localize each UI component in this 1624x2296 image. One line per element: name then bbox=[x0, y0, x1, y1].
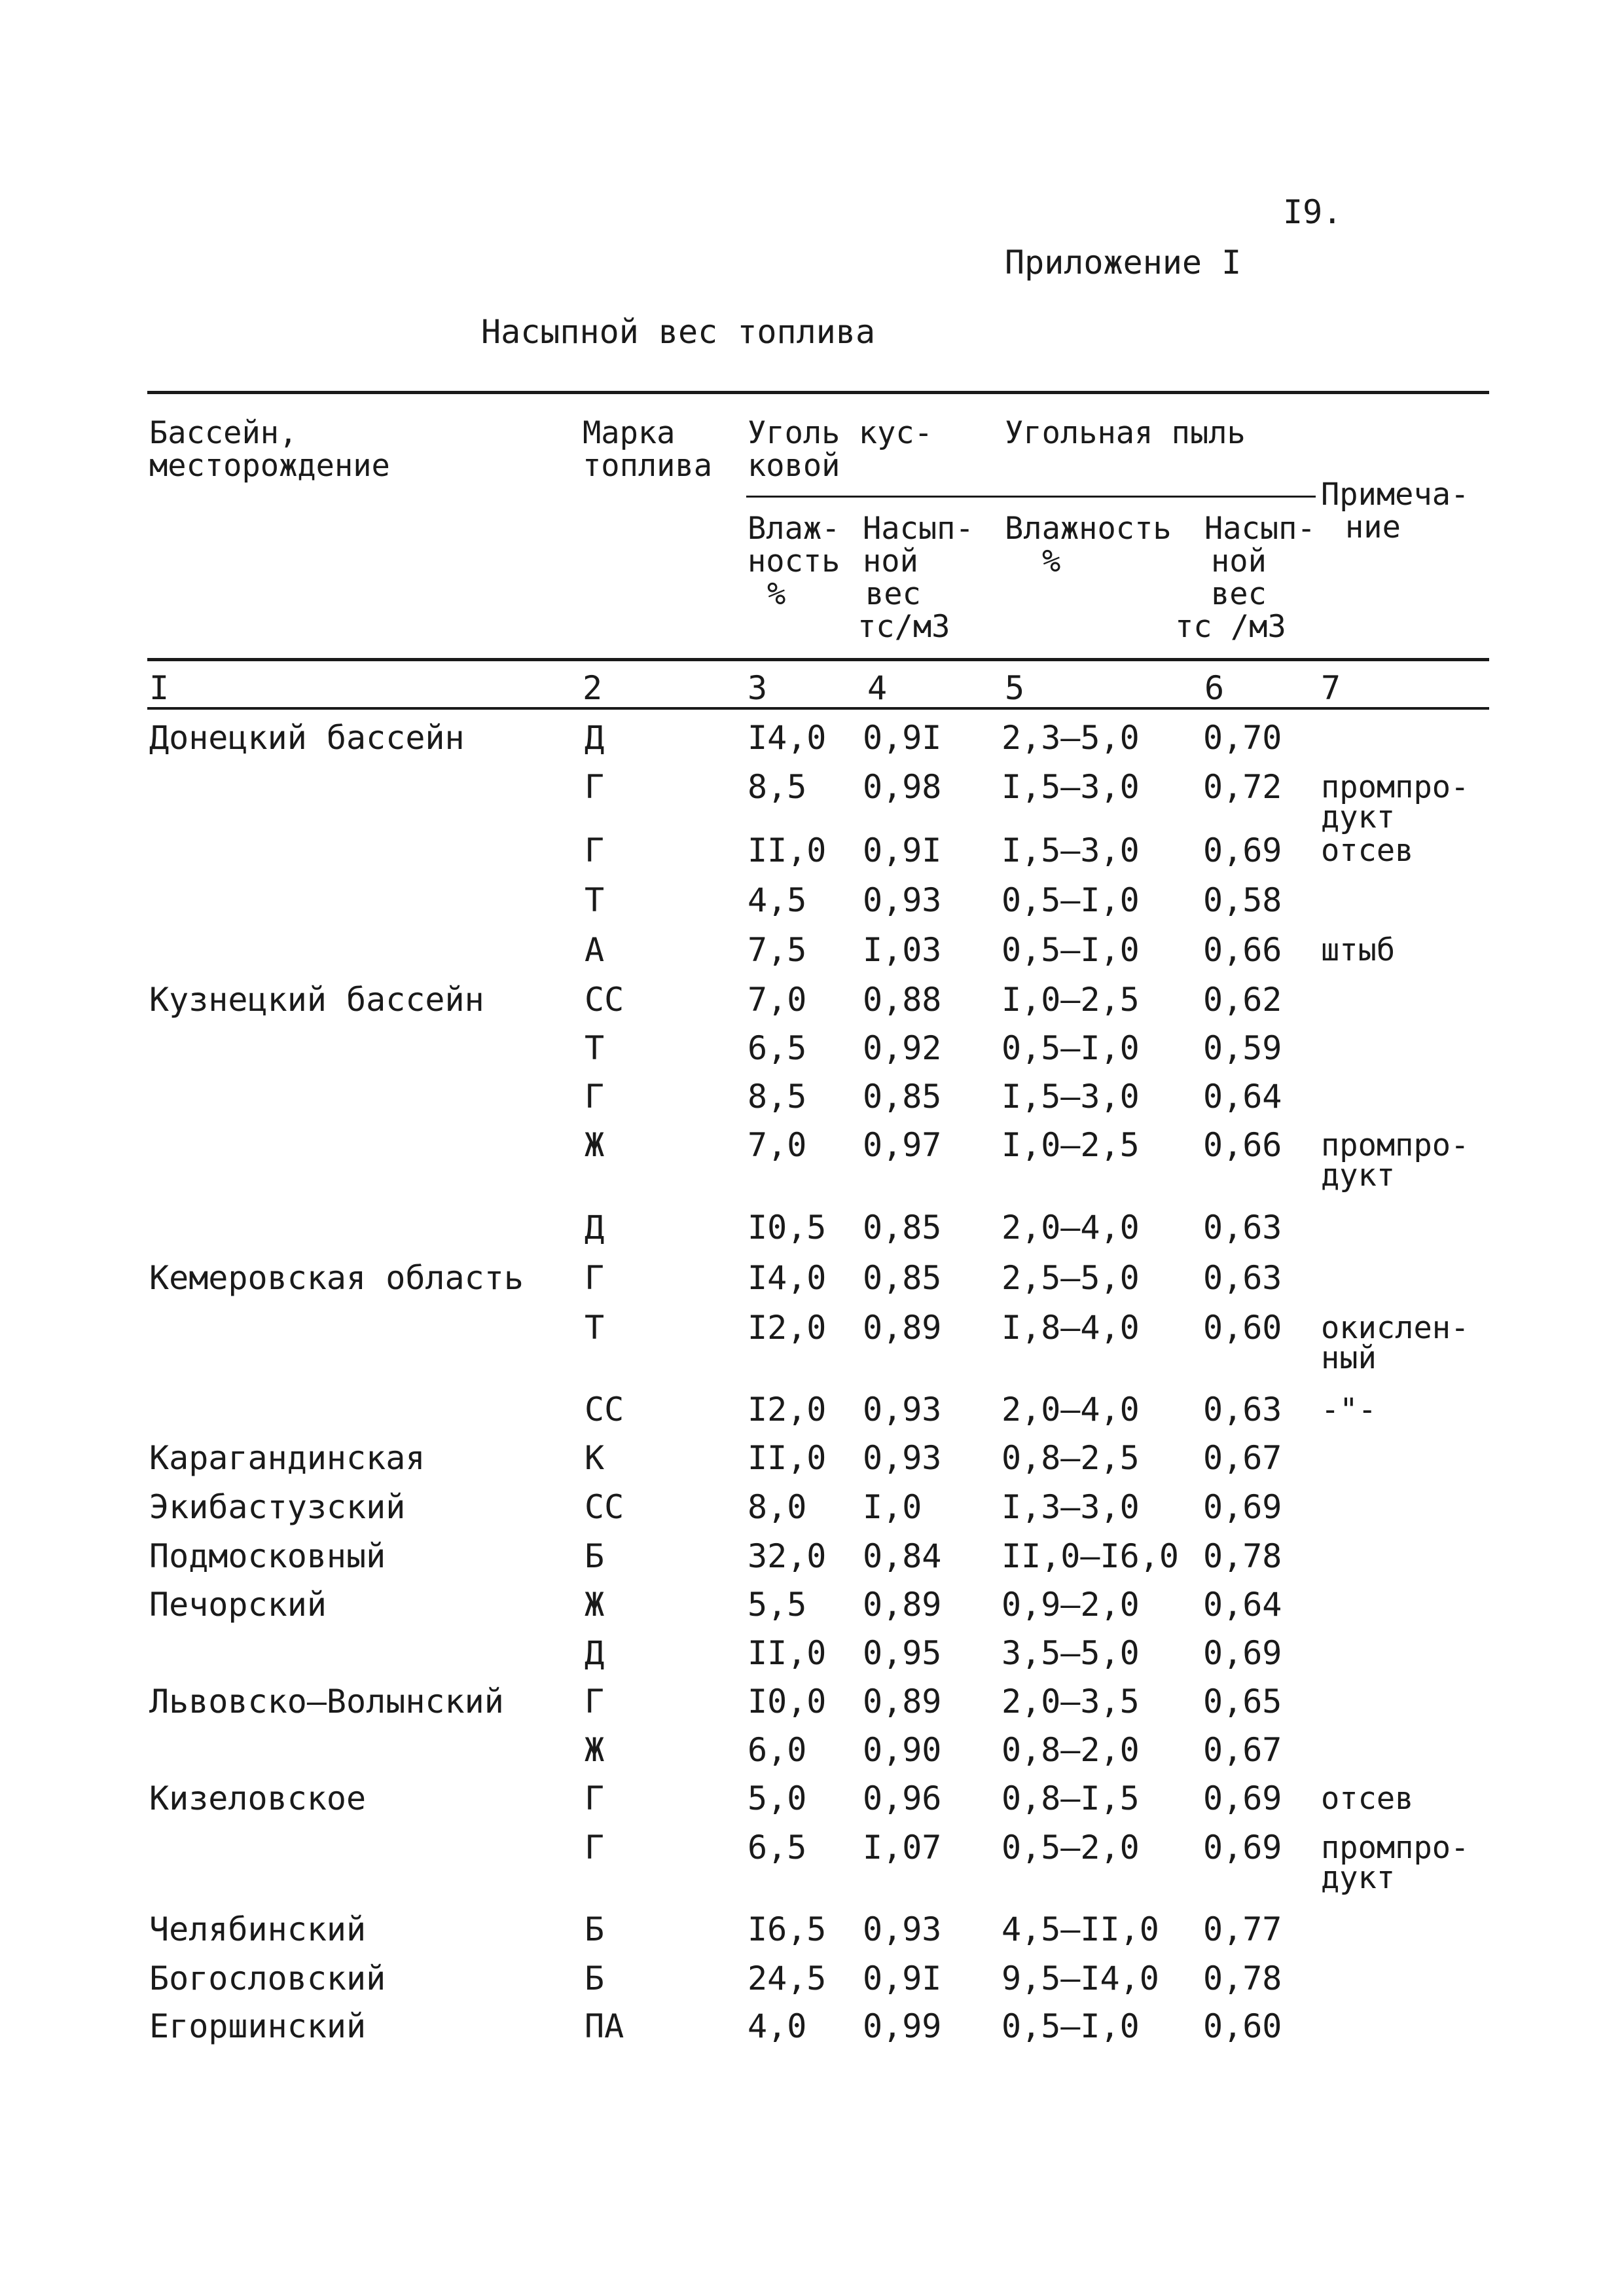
header-lump-coal-line2: ковой bbox=[748, 448, 840, 484]
lump-moisture-cell: 5,5 bbox=[748, 1586, 807, 1624]
dust-moisture-cell: 0,5–I,0 bbox=[1001, 931, 1140, 969]
lump-moisture-cell: I4,0 bbox=[748, 1259, 827, 1297]
dust-bulk-cell: 0,64 bbox=[1203, 1078, 1282, 1116]
lump-bulk-cell: 0,89 bbox=[863, 1683, 942, 1721]
basin-cell: Кемеровская область bbox=[149, 1259, 524, 1297]
lump-moisture-cell: 7,5 bbox=[748, 931, 807, 969]
dust-bulk-cell: 0,66 bbox=[1203, 931, 1282, 969]
dust-moisture-cell: 0,5–I,0 bbox=[1001, 2007, 1140, 2045]
grade-cell: Т bbox=[585, 881, 605, 919]
dust-bulk-cell: 0,62 bbox=[1203, 981, 1282, 1019]
dust-bulk-cell: 0,69 bbox=[1203, 1779, 1282, 1817]
header-lump-bulk-line1: Насып- bbox=[863, 511, 974, 547]
table-title: Насыпной вес топлива bbox=[481, 313, 876, 351]
basin-cell: Карагандинская bbox=[149, 1439, 425, 1477]
dust-bulk-cell: 0,59 bbox=[1203, 1029, 1282, 1067]
grade-cell: Т bbox=[585, 1309, 605, 1347]
dust-moisture-cell: II,0–I6,0 bbox=[1001, 1537, 1179, 1575]
lump-bulk-cell: 0,93 bbox=[863, 1910, 942, 1948]
grade-cell: Г bbox=[585, 1683, 605, 1721]
grade-cell: СС bbox=[585, 981, 624, 1019]
basin-cell: Егоршинский bbox=[149, 2007, 367, 2045]
lump-moisture-cell: 5,0 bbox=[748, 1779, 807, 1817]
header-basin-line2: месторождение bbox=[149, 448, 390, 484]
header-dust-bulk-line3: вес bbox=[1211, 576, 1267, 612]
lump-bulk-cell: 0,88 bbox=[863, 981, 942, 1019]
lump-bulk-cell: 0,99 bbox=[863, 2007, 942, 2045]
dust-moisture-cell: 0,5–I,0 bbox=[1001, 881, 1140, 919]
basin-cell: Челябинский bbox=[149, 1910, 367, 1948]
note-cell: -"- bbox=[1321, 1392, 1377, 1428]
header-note-line1: Примеча- bbox=[1321, 477, 1470, 513]
dust-moisture-cell: 9,5–I4,0 bbox=[1001, 1959, 1159, 1997]
lump-bulk-cell: 0,89 bbox=[863, 1586, 942, 1624]
dust-bulk-cell: 0,60 bbox=[1203, 1309, 1282, 1347]
dust-bulk-cell: 0,78 bbox=[1203, 1537, 1282, 1575]
dust-moisture-cell: 0,9–2,0 bbox=[1001, 1586, 1140, 1624]
dust-moisture-cell: 4,5–II,0 bbox=[1001, 1910, 1159, 1948]
dust-moisture-cell: 0,5–I,0 bbox=[1001, 1029, 1140, 1067]
note-cell: дукт bbox=[1321, 1157, 1396, 1194]
lump-bulk-cell: I,03 bbox=[863, 931, 942, 969]
lump-moisture-cell: II,0 bbox=[748, 831, 827, 869]
lump-bulk-cell: 0,9I bbox=[863, 1959, 942, 1997]
basin-cell: Кузнецкий бассейн bbox=[149, 981, 484, 1019]
basin-cell: Печорский bbox=[149, 1586, 327, 1624]
basin-cell: Богословский bbox=[149, 1959, 386, 1997]
dust-bulk-cell: 0,70 bbox=[1203, 719, 1282, 757]
column-numbers-rule bbox=[147, 707, 1489, 710]
note-cell: отсев bbox=[1321, 1781, 1414, 1817]
appendix-label: Приложение I bbox=[1005, 244, 1242, 282]
column-number: 7 bbox=[1321, 669, 1341, 707]
dust-bulk-cell: 0,72 bbox=[1203, 768, 1282, 806]
lump-moisture-cell: 8,5 bbox=[748, 1078, 807, 1116]
header-note-line2: ние bbox=[1345, 509, 1401, 545]
header-dust-moisture-line2: % bbox=[1042, 543, 1061, 579]
lump-bulk-cell: 0,97 bbox=[863, 1126, 942, 1164]
lump-moisture-cell: I4,0 bbox=[748, 719, 827, 757]
basin-cell: Львовско–Волынский bbox=[149, 1683, 504, 1721]
dust-moisture-cell: I,5–3,0 bbox=[1001, 768, 1140, 806]
lump-moisture-cell: II,0 bbox=[748, 1634, 827, 1672]
table-top-rule bbox=[147, 391, 1489, 394]
basin-cell: Экибастузский bbox=[149, 1488, 406, 1526]
lump-moisture-cell: II,0 bbox=[748, 1439, 827, 1477]
header-bottom-rule bbox=[147, 658, 1489, 661]
grade-cell: Г bbox=[585, 768, 605, 806]
lump-moisture-cell: 8,0 bbox=[748, 1488, 807, 1526]
dust-bulk-cell: 0,78 bbox=[1203, 1959, 1282, 1997]
note-cell: окислен- bbox=[1321, 1310, 1470, 1346]
lump-moisture-cell: I0,5 bbox=[748, 1209, 827, 1247]
lump-moisture-cell: 32,0 bbox=[748, 1537, 827, 1575]
header-lump-bulk-line3: вес bbox=[865, 576, 921, 612]
note-cell: дукт bbox=[1321, 1860, 1396, 1896]
lump-moisture-cell: 7,0 bbox=[748, 981, 807, 1019]
note-cell: штыб bbox=[1321, 932, 1396, 968]
header-dust-moisture-line1: Влажность bbox=[1005, 511, 1172, 547]
note-cell: промпро- bbox=[1321, 1830, 1470, 1866]
header-dust-bulk-line4: тс /м3 bbox=[1175, 609, 1286, 645]
dust-moisture-cell: I,5–3,0 bbox=[1001, 1078, 1140, 1116]
lump-bulk-cell: 0,84 bbox=[863, 1537, 942, 1575]
dust-moisture-cell: 0,8–2,5 bbox=[1001, 1439, 1140, 1477]
dust-bulk-cell: 0,69 bbox=[1203, 1829, 1282, 1867]
lump-bulk-cell: 0,90 bbox=[863, 1731, 942, 1769]
lump-moisture-cell: I2,0 bbox=[748, 1309, 827, 1347]
header-grade-line1: Марка bbox=[583, 415, 676, 451]
grade-cell: СС bbox=[585, 1488, 624, 1526]
header-lump-moisture-line1: Влаж- bbox=[748, 511, 840, 547]
dust-bulk-cell: 0,69 bbox=[1203, 831, 1282, 869]
dust-bulk-cell: 0,67 bbox=[1203, 1731, 1282, 1769]
dust-bulk-cell: 0,64 bbox=[1203, 1586, 1282, 1624]
lump-moisture-cell: I2,0 bbox=[748, 1391, 827, 1429]
grade-cell: Д bbox=[585, 719, 605, 757]
dust-moisture-cell: 2,0–4,0 bbox=[1001, 1391, 1140, 1429]
lump-moisture-cell: 6,0 bbox=[748, 1731, 807, 1769]
basin-cell: Донецкий бассейн bbox=[149, 719, 465, 757]
lump-moisture-cell: 6,5 bbox=[748, 1829, 807, 1867]
lump-moisture-cell: 8,5 bbox=[748, 768, 807, 806]
dust-bulk-cell: 0,63 bbox=[1203, 1259, 1282, 1297]
dust-moisture-cell: 2,5–5,0 bbox=[1001, 1259, 1140, 1297]
grade-cell: Г bbox=[585, 831, 605, 869]
column-number: I bbox=[149, 669, 170, 707]
grade-cell: Г bbox=[585, 1259, 605, 1297]
dust-moisture-cell: 2,3–5,0 bbox=[1001, 719, 1140, 757]
basin-cell: Подмосковный bbox=[149, 1537, 386, 1575]
column-number: 5 bbox=[1005, 669, 1025, 707]
grade-cell: Б bbox=[585, 1537, 605, 1575]
grade-cell: К bbox=[585, 1439, 605, 1477]
dust-moisture-cell: I,3–3,0 bbox=[1001, 1488, 1140, 1526]
header-lump-moisture-line2: ность bbox=[748, 543, 840, 579]
grade-cell: Д bbox=[585, 1209, 605, 1247]
dust-moisture-cell: 0,8–I,5 bbox=[1001, 1779, 1140, 1817]
lump-bulk-cell: 0,9I bbox=[863, 719, 942, 757]
note-cell: отсев bbox=[1321, 833, 1414, 869]
column-number: 4 bbox=[867, 669, 888, 707]
dust-moisture-cell: 0,8–2,0 bbox=[1001, 1731, 1140, 1769]
lump-moisture-cell: 7,0 bbox=[748, 1126, 807, 1164]
lump-moisture-cell: I6,5 bbox=[748, 1910, 827, 1948]
dust-bulk-cell: 0,63 bbox=[1203, 1391, 1282, 1429]
header-basin-line1: Бассейн, bbox=[149, 415, 298, 451]
note-cell: ный bbox=[1321, 1340, 1377, 1376]
column-number: 3 bbox=[748, 669, 768, 707]
grade-cell: Г bbox=[585, 1829, 605, 1867]
grade-cell: Ж bbox=[585, 1731, 605, 1769]
dust-bulk-cell: 0,69 bbox=[1203, 1634, 1282, 1672]
lump-moisture-cell: 4,0 bbox=[748, 2007, 807, 2045]
lump-bulk-cell: 0,93 bbox=[863, 881, 942, 919]
grade-cell: Б bbox=[585, 1910, 605, 1948]
lump-bulk-cell: 0,95 bbox=[863, 1634, 942, 1672]
grade-cell: Ж bbox=[585, 1586, 605, 1624]
lump-bulk-cell: 0,85 bbox=[863, 1259, 942, 1297]
dust-bulk-cell: 0,69 bbox=[1203, 1488, 1282, 1526]
header-grade-line2: топлива bbox=[583, 448, 713, 484]
lump-bulk-cell: 0,93 bbox=[863, 1439, 942, 1477]
lump-bulk-cell: I,07 bbox=[863, 1829, 942, 1867]
lump-moisture-cell: 6,5 bbox=[748, 1029, 807, 1067]
lump-bulk-cell: 0,9I bbox=[863, 831, 942, 869]
header-lump-bulk-line4: тс/м3 bbox=[857, 609, 950, 645]
dust-bulk-cell: 0,67 bbox=[1203, 1439, 1282, 1477]
dust-bulk-cell: 0,63 bbox=[1203, 1209, 1282, 1247]
grade-cell: Т bbox=[585, 1029, 605, 1067]
dust-bulk-cell: 0,66 bbox=[1203, 1126, 1282, 1164]
lump-moisture-cell: I0,0 bbox=[748, 1683, 827, 1721]
lump-bulk-cell: 0,92 bbox=[863, 1029, 942, 1067]
header-lump-bulk-line2: ной bbox=[863, 543, 918, 579]
dust-bulk-cell: 0,58 bbox=[1203, 881, 1282, 919]
dust-moisture-cell: 2,0–4,0 bbox=[1001, 1209, 1140, 1247]
dust-moisture-cell: 3,5–5,0 bbox=[1001, 1634, 1140, 1672]
note-cell: промпро- bbox=[1321, 1127, 1470, 1163]
dust-moisture-cell: 2,0–3,5 bbox=[1001, 1683, 1140, 1721]
grade-cell: Д bbox=[585, 1634, 605, 1672]
grade-cell: Б bbox=[585, 1959, 605, 1997]
note-cell: дукт bbox=[1321, 799, 1396, 835]
header-coal-dust: Угольная пыль bbox=[1005, 415, 1246, 451]
dust-bulk-cell: 0,65 bbox=[1203, 1683, 1282, 1721]
lump-bulk-cell: 0,93 bbox=[863, 1391, 942, 1429]
lump-moisture-cell: 4,5 bbox=[748, 881, 807, 919]
column-number: 2 bbox=[583, 669, 603, 707]
lump-bulk-cell: 0,85 bbox=[863, 1209, 942, 1247]
lump-moisture-cell: 24,5 bbox=[748, 1959, 827, 1997]
header-lump-coal-line1: Уголь кус- bbox=[748, 415, 933, 451]
grade-cell: СС bbox=[585, 1391, 624, 1429]
header-dust-bulk-line2: ной bbox=[1211, 543, 1267, 579]
dust-moisture-cell: I,0–2,5 bbox=[1001, 1126, 1140, 1164]
lump-bulk-cell: 0,98 bbox=[863, 768, 942, 806]
note-cell: промпро- bbox=[1321, 769, 1470, 805]
lump-bulk-cell: 0,85 bbox=[863, 1078, 942, 1116]
header-dust-bulk-line1: Насып- bbox=[1204, 511, 1316, 547]
lump-bulk-cell: 0,89 bbox=[863, 1309, 942, 1347]
grade-cell: Ж bbox=[585, 1126, 605, 1164]
dust-bulk-cell: 0,77 bbox=[1203, 1910, 1282, 1948]
lump-bulk-cell: 0,96 bbox=[863, 1779, 942, 1817]
dust-moisture-cell: I,5–3,0 bbox=[1001, 831, 1140, 869]
column-number: 6 bbox=[1204, 669, 1225, 707]
dust-moisture-cell: I,8–4,0 bbox=[1001, 1309, 1140, 1347]
dust-moisture-cell: 0,5–2,0 bbox=[1001, 1829, 1140, 1867]
header-sub-rule bbox=[746, 496, 1316, 498]
header-lump-moisture-line3: % bbox=[767, 576, 786, 612]
dust-moisture-cell: I,0–2,5 bbox=[1001, 981, 1140, 1019]
dust-bulk-cell: 0,60 bbox=[1203, 2007, 1282, 2045]
page-number: I9. bbox=[1283, 193, 1343, 231]
grade-cell: Г bbox=[585, 1779, 605, 1817]
lump-bulk-cell: I,0 bbox=[863, 1488, 922, 1526]
grade-cell: ПА bbox=[585, 2007, 624, 2045]
basin-cell: Кизеловское bbox=[149, 1779, 367, 1817]
grade-cell: А bbox=[585, 931, 605, 969]
grade-cell: Г bbox=[585, 1078, 605, 1116]
